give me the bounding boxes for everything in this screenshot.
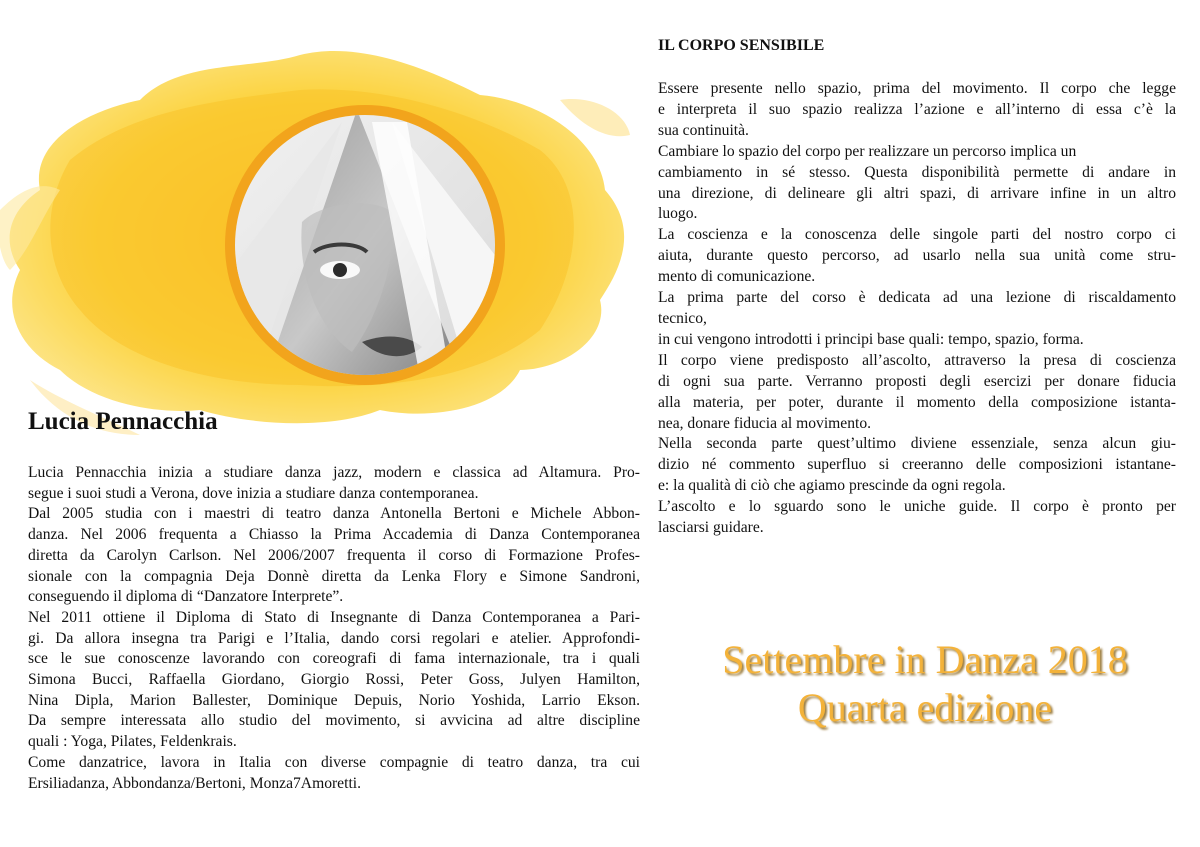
course-line: di ogni sua parte. Verranno proposti degli esercizi per donare fiducia [658, 372, 1176, 390]
profile-bio [28, 463, 640, 794]
bio-line: Da sempre interessata allo studio del movimento, si avvicina ad altre discipline [28, 712, 640, 730]
event-title [660, 636, 1190, 732]
course-line: e interpreta il suo spazio realizza l’azione e all’interno di essa c’è la [658, 100, 1176, 118]
course-line: Cambiare lo spazio del corpo per realizzare un percorso implica un [658, 142, 1077, 160]
course-line: tecnico, [658, 309, 707, 327]
course-line: luogo. [658, 205, 698, 223]
course-line: alla materia, per poter, durante il momento della composizione istanta- [658, 393, 1176, 411]
event-title-line2: Quarta edizione [797, 685, 1053, 730]
course-line: La coscienza e la conoscenza delle singole parti del nostro corpo ci [658, 226, 1176, 244]
bio-line: conseguendo il diploma di “Danzatore Interprete”. [28, 588, 344, 606]
course-line: sua continuità. [658, 121, 749, 139]
course-line: in cui vengono introdotti i principi base quali: tempo, spazio, forma. [658, 330, 1084, 348]
course-line: Il corpo viene predisposto all’ascolto, attraverso la presa di coscienza [658, 351, 1176, 369]
course-line: cambiamento in sé stesso. Questa disponibilità permette di andare in [658, 163, 1176, 181]
portrait-photo [222, 102, 508, 388]
course-line: dizio né commento superfluo si creeranno delle composizioni istantane- [658, 456, 1176, 474]
bio-line: diretta da Carolyn Carlson. Nel 2006/2007 frequenta il corso di Formazione Profes- [28, 546, 640, 564]
course-line: lasciarsi guidare. [658, 519, 764, 537]
course-line: Nella seconda parte quest’ultimo diviene essenziale, senza alcun giu- [658, 435, 1176, 453]
bio-line: quali : Yoga, Pilates, Feldenkrais. [28, 733, 237, 751]
course-line: L’ascolto e lo sguardo sono le uniche guide. Il corpo è pronto per [658, 498, 1176, 516]
course-line: mento di comunicazione. [658, 268, 816, 286]
bio-line: Nina Dipla, Marion Ballester, Dominique Depuis, Norio Yoshida, Larrio Ekson. [28, 691, 640, 709]
event-title-line1: Settembre in Danza 2018 [722, 637, 1128, 682]
bio-line: Simona Bucci, Raffaella Giordano, Giorgio Rossi, Peter Goss, Julyen Hamilton, [28, 671, 640, 689]
bio-line: gi. Da allora insegna tra Parigi e l’Italia, dando corsi regolari e atelier. Approfondi- [28, 629, 640, 647]
bio-line: Ersiliadanza, Abbondanza/Bertoni, Monza7Amoretti. [28, 774, 362, 792]
bio-line: Lucia Pennacchia inizia a studiare danza jazz, modern e classica ad Altamura. Pro- [28, 464, 640, 481]
course-line: Essere presente nello spazio, prima del movimento. Il corpo che legge [658, 80, 1176, 97]
course-line: La prima parte del corso è dedicata ad una lezione di riscaldamento [658, 289, 1176, 307]
bio-line: Dal 2005 studia con i maestri di teatro danza Antonella Bertoni e Michele Abbon- [28, 505, 640, 523]
bio-line: Come danzatrice, lavora in Italia con diverse compagnie di teatro danza, tra cui [28, 753, 640, 771]
bio-line: danza. Nel 2006 frequenta a Chiasso la Prima Accademia di Danza Contemporanea [28, 526, 640, 544]
course-title: IL CORPO SENSIBILE [658, 37, 825, 54]
course-line: aiuta, durante questo percorso, ad usarlo nella sua unità come stru- [658, 247, 1176, 265]
bio-line: segue i suoi studi a Verona, dove inizia a studiare danza contemporanea. [28, 484, 479, 502]
bio-line: sionale con la compagnia Deja Donnè diretta da Lenka Flory e Simone Sandroni, [28, 567, 640, 585]
course-line: una direzione, di delineare gli altri spazi, di arrivare infine in un altro [658, 184, 1176, 202]
course-line: nea, donare fiducia al movimento. [658, 414, 872, 432]
profile-name: Lucia Pennacchia [28, 408, 218, 435]
course-description [658, 79, 1176, 539]
bio-line: sce le sue conoscenze lavorando con coreografi di fama internazionale, tra i quali [28, 650, 640, 668]
bio-line: Nel 2011 ottiene il Diploma di Stato di Insegnante di Danza Contemporanea a Pari- [28, 608, 640, 626]
course-line: e: la qualità di ciò che agiamo prescinde da ogni regola. [658, 477, 1006, 495]
